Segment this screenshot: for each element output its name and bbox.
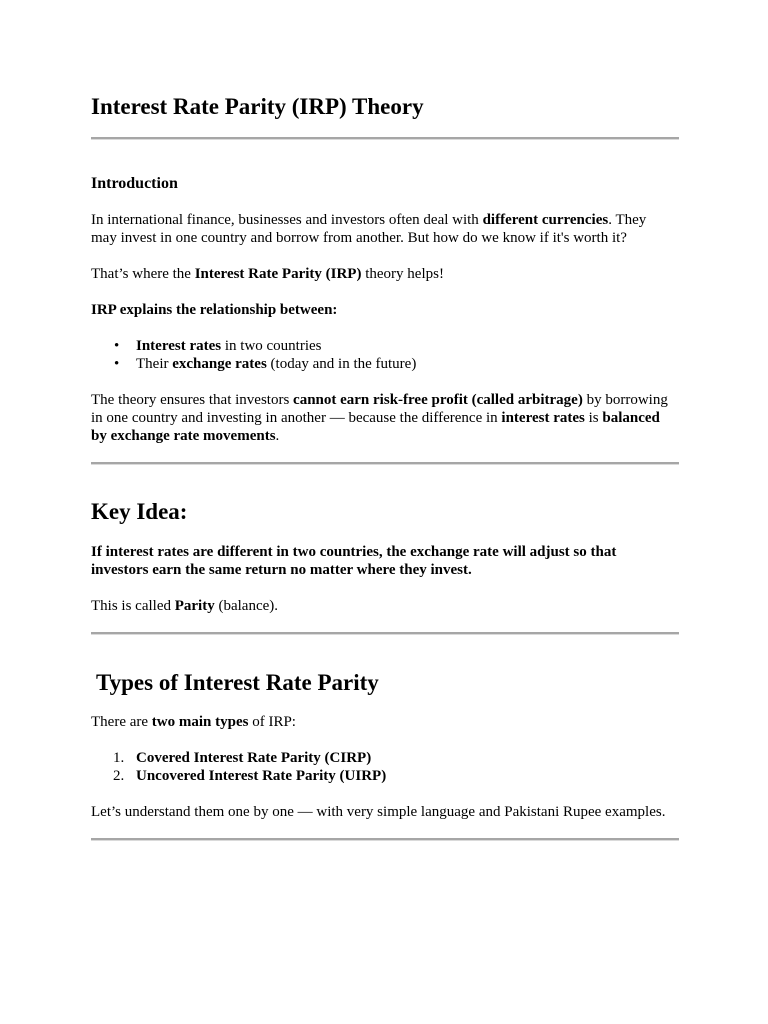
bold-text: Parity (174, 598, 215, 614)
list-number: 2. (113, 768, 125, 784)
section-heading-types: Types of Interest Rate Parity (96, 670, 379, 695)
list-item-text: Uncovered Interest Rate Parity (UIRP) (136, 768, 387, 784)
bold-text: IRP explains the relationship between: (91, 302, 338, 318)
list-item-text (136, 337, 322, 355)
text-span: in one country and investing in another — because the difference in (91, 410, 502, 426)
intro-paragraph-2 (91, 265, 679, 283)
text-span: of IRP: (248, 714, 296, 730)
list-number: 1. (113, 750, 125, 766)
bold-text: exchange rates (172, 356, 267, 372)
text-span: This is called (91, 598, 175, 614)
bold-text: Interest Rate Parity (IRP) (194, 266, 362, 282)
text-line (91, 409, 679, 427)
list-item-text (136, 355, 416, 373)
intro-paragraph-4 (91, 391, 679, 445)
bold-text: If interest rates are different in two countries, the exchange rate will adjust so that (91, 544, 617, 560)
text-line: may invest in one country and borrow from another. But how do we know if it's worth it? (91, 230, 627, 246)
bold-text: by exchange rate movements (91, 428, 276, 444)
types-paragraph-2: Let’s understand them one by one — with very simple language and Pakistani Rupee examples. (91, 804, 666, 820)
text-span: is (584, 410, 603, 426)
page-title: Interest Rate Parity (IRP) Theory (91, 94, 424, 119)
text-span: . They (608, 212, 647, 228)
text-line (91, 211, 679, 229)
intro-paragraph-3 (91, 301, 679, 319)
bold-text: balanced (602, 410, 660, 426)
bullet-icon: • (114, 356, 120, 372)
horizontal-rule (91, 462, 679, 465)
text-span: (today and in the future) (266, 356, 417, 372)
bold-text: investors earn the same return no matter where they invest. (91, 562, 472, 578)
section-heading-introduction: Introduction (91, 175, 178, 192)
text-span: . (275, 428, 280, 444)
key-idea-bold-paragraph (91, 543, 679, 579)
text-span: (balance). (214, 598, 279, 614)
text-line (91, 391, 679, 409)
horizontal-rule (91, 838, 679, 841)
text-line (91, 427, 679, 445)
horizontal-rule (91, 137, 679, 140)
text-span: In international finance, businesses and investors often deal with (91, 212, 483, 228)
text-span: Their (136, 356, 173, 372)
list-item-text: Covered Interest Rate Parity (CIRP) (136, 750, 372, 766)
text-span: in two countries (221, 338, 322, 354)
section-heading-key-idea: Key Idea: (91, 499, 188, 524)
text-span: There are (91, 714, 152, 730)
types-paragraph-1 (91, 713, 679, 731)
key-idea-paragraph (91, 597, 679, 615)
text-span: That’s where the (91, 266, 195, 282)
bold-text: Interest rates (136, 338, 222, 354)
bullet-icon: • (114, 338, 120, 354)
text-span: by borrowing (582, 392, 668, 408)
text-span: The theory ensures that investors (91, 392, 294, 408)
bold-text: two main types (151, 714, 249, 730)
intro-paragraph-1 (91, 211, 679, 247)
bold-text: cannot earn risk-free profit (called arbitrage) (293, 392, 583, 408)
text-span: theory helps! (361, 266, 444, 282)
bold-text: different currencies (482, 212, 609, 228)
bold-text: interest rates (501, 410, 585, 426)
horizontal-rule (91, 632, 679, 635)
